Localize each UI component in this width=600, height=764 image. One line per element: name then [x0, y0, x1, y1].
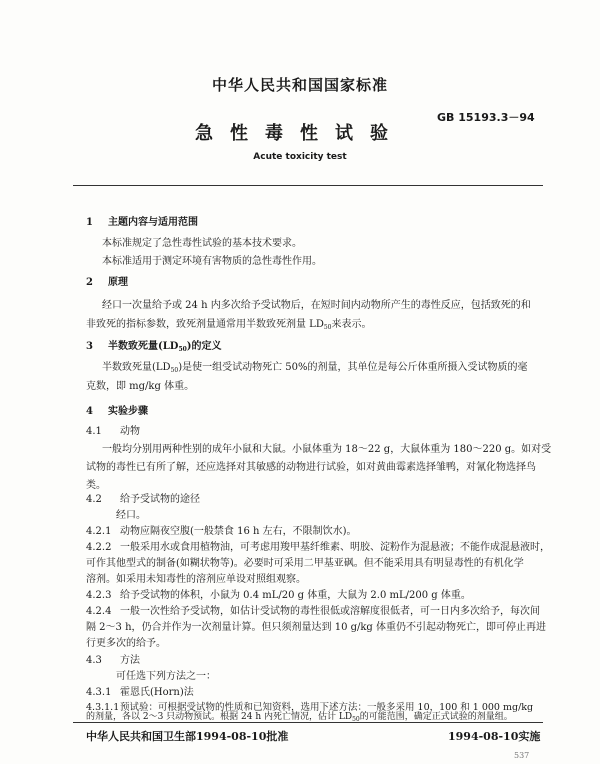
section-4-3-1-1-line-2: 的剂量，各以 2～3 只动物预试。根据 24 h 内死亡情况，估计 $LD_{50}$的可能范围，确定正式试验的剂量组。: [86, 712, 513, 723]
standard-organization: 中华人民共和国国家标准: [211, 76, 388, 94]
section-1-para-2: 本标准适用于测定环境有害物质的急性毒性作用。: [102, 256, 322, 267]
section-4-2-para: 经口。: [116, 510, 146, 521]
section-4-1-heading: 4.1 动物: [86, 426, 140, 437]
section-2-line-2: 非致死的指标参数，致死剂量通常用半数致死剂量 $LD_{50}$来表示。: [86, 319, 372, 331]
section-4-1-line-1: 一般均分别用两种性别的成年小鼠和大鼠。小鼠体重为 18～22 g，大鼠体重为 180～220 g。如对受: [102, 444, 552, 455]
section-4-3-para: 可任选下列方法之一：: [116, 671, 216, 682]
standard-code: GB 15193.3－94: [437, 111, 535, 124]
section-4-2-4-line-2: 隔 2～3 h，仍合并作为一次剂量计算。但只须剂量达到 10 g/kg 体重仍不引起动物死亡，即可停止再进: [86, 622, 547, 633]
section-3-heading: 3 半数致死量$(LD_{50})$的定义: [86, 341, 222, 353]
footer-divider: [73, 722, 543, 723]
section-4-3-heading: 4.3 方法: [86, 655, 140, 666]
document-title: 急性毒性试验: [195, 123, 405, 144]
section-4-2-4-line-3: 行更多次的给予。: [86, 638, 166, 649]
approval-note: 中华人民共和国卫生部1994-08-10批准: [86, 730, 289, 743]
section-4-3-1-1-line-1: 4.3.1.1预试验：可根据受试物的性质和已知资料，选用下述方法：一般多采用 10，100 和 1 000 mg/kg: [86, 702, 534, 713]
section-4-2-3: 4.2.3 给予受试物的体积，小鼠为 0.4 mL/20 g 体重，大鼠为 2.0 mL/200 g 体重。: [86, 590, 471, 601]
section-2-heading: 2 原理: [86, 277, 128, 288]
section-2-line-1: 经口一次量给予或 24 h 内多次给予受试物后，在短时间内动物所产生的毒性反应，包括致死的和: [102, 300, 531, 311]
section-4-3-1: 4.3.1 霍恩氏(Horn)法: [86, 687, 194, 698]
section-1-para-1: 本标准规定了急性毒性试验的基本技术要求。: [102, 238, 302, 249]
english-title: Acute toxicity test: [253, 152, 347, 162]
effective-date: 1994-08-10实施: [448, 730, 541, 743]
section-4-2-1: 4.2.1 动物应隔夜空腹(一般禁食 16 h 左右，不限制饮水)。: [86, 526, 357, 537]
section-4-1-line-3: 类。: [86, 480, 106, 491]
section-4-1-line-2: 试物的毒性已有所了解，还应选择对其敏感的动物进行试验，如对黄曲霉素选择雏鸭，对氰化物选择鸟: [86, 462, 536, 473]
section-1-heading: 1 主题内容与适用范围: [86, 217, 198, 228]
section-4-2-heading: 4.2 给予受试物的途径: [86, 494, 200, 505]
section-4-2-2-line-2: 可作其他型式的制备(如糊状物等)。必要时可采用二甲基亚砜。但不能采用具有明显毒性的有机化学: [86, 558, 524, 569]
section-4-heading: 4 实验步骤: [86, 406, 148, 417]
section-4-2-4-line-1: 4.2.4 一般一次性给予受试物，如估计受试物的毒性很低或溶解度很低者，可一日内多次给予，每次间: [86, 606, 540, 617]
header-divider: [73, 185, 543, 186]
section-4-2-2-line-1: 4.2.2 一般采用水或食用植物油，可考虑用羧甲基纤维素、明胶、淀粉作为混悬液；不能作成混悬液时，: [86, 542, 550, 553]
page-number: 537: [514, 751, 530, 760]
section-4-2-2-line-3: 溶剂。如采用未知毒性的溶剂应单设对照组观察。: [86, 574, 306, 585]
section-3-line-1: 半数致死量$(LD_{50})$是使一组受试动物死亡 50%的剂量，其单位是每公斤体重所摄入受试物质的毫: [102, 362, 528, 374]
section-3-line-2: 克数，即 mg/kg 体重。: [86, 381, 195, 392]
